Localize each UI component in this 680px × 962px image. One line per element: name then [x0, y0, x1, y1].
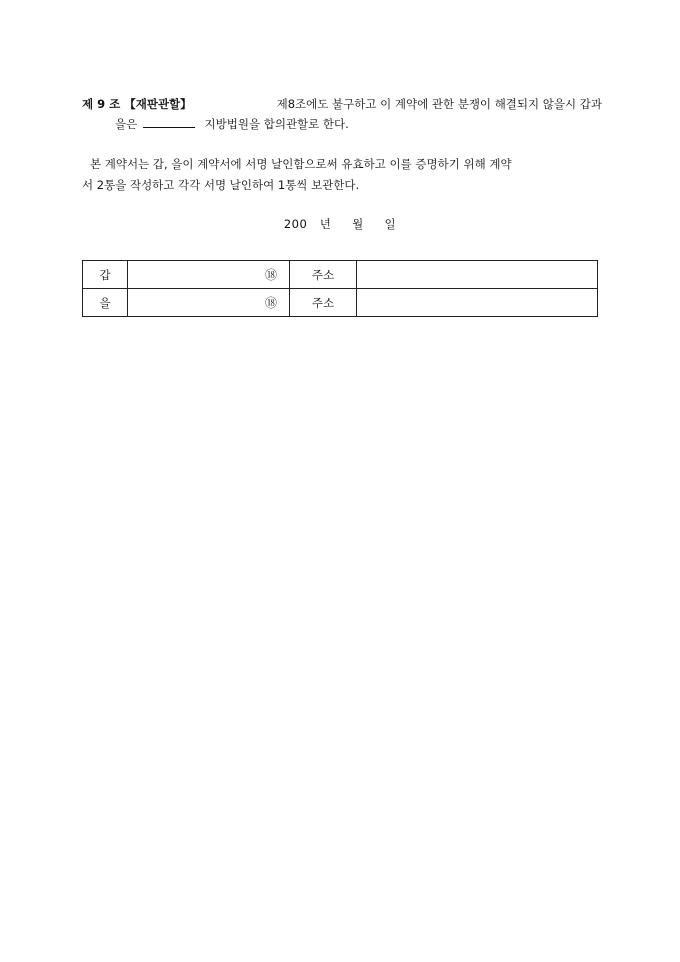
court-name-blank[interactable]: [143, 115, 195, 128]
address-label: 주소: [290, 289, 357, 317]
address-field[interactable]: [357, 289, 598, 317]
article-9-line-2: [82, 114, 602, 134]
address-field[interactable]: [357, 261, 598, 289]
closing-line-2: 서 2통을 작성하고 각각 서명 날인하여 1통씩 보관한다.: [82, 178, 360, 192]
party-name-field[interactable]: [128, 261, 290, 289]
seal-mark-icon: ⑱: [264, 296, 277, 310]
closing-paragraph: [82, 154, 602, 196]
article-9: [82, 94, 602, 134]
contract-date: 200 년 월 일: [283, 217, 397, 231]
party-label: 갑: [83, 261, 128, 289]
article-9-line-1: [82, 94, 602, 114]
closing-line-1: 본 계약서는 갑, 을이 계약서에 서명 날인함으로써 유효하고 이를 증명하기 위해 계약: [90, 157, 512, 171]
signature-row-eul: [83, 289, 598, 317]
signature-table: [82, 260, 598, 317]
article-9-text-after-blank: 지방법원을 합의관할로 한다.: [204, 117, 349, 131]
signature-row-gap: [83, 261, 598, 289]
article-9-heading: 제 9 조 【재판관할】: [82, 97, 192, 111]
address-label: 주소: [290, 261, 357, 289]
party-name-field[interactable]: [128, 289, 290, 317]
seal-mark-icon: ⑱: [264, 268, 277, 282]
article-9-text-before-blank: 을은: [115, 117, 138, 131]
party-label: 을: [83, 289, 128, 317]
article-9-text: 제8조에도 불구하고 이 계약에 관한 분쟁이 해결되지 않을시 갑과: [276, 97, 602, 111]
